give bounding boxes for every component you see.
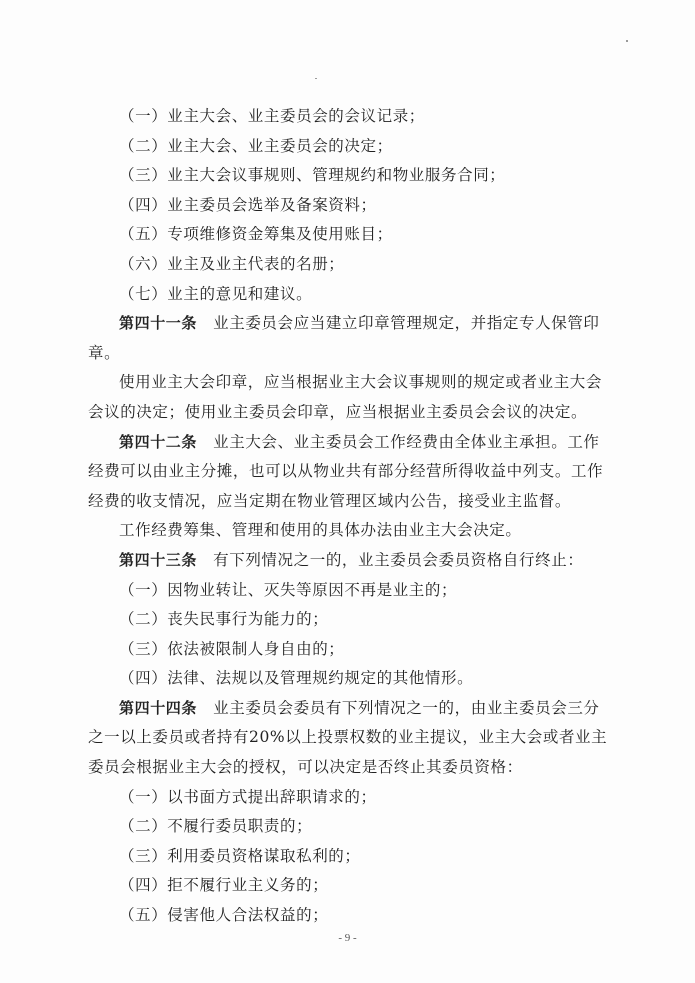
text-line [88,102,628,132]
line-text: 工作经费筹集、管理和使用的具体办法由业主大会决定。 [119,521,522,540]
line-text: （四）法律、法规以及管理规约规定的其他情形。 [119,669,474,688]
article-heading-line [88,694,628,724]
text-line [88,191,628,221]
text-line [88,487,628,517]
text-line [88,723,628,753]
line-text: 经费的收支情况，应当定期在物业管理区域内公告，接受业主监督。 [88,491,572,510]
line-text: （二）业主大会、业主委员会的决定； [119,136,393,155]
line-text: （一）以书面方式提出辞职请求的； [119,787,377,806]
article-heading-line [88,309,628,339]
line-text: （二）丧失民事行为能力的； [119,610,329,629]
line-text: （七）业主的意见和建议。 [119,284,313,303]
text-line [88,132,628,162]
text-line [88,161,628,191]
text-line [88,280,628,310]
line-text: （三）业主大会议事规则、管理规约和物业服务合同； [119,166,506,185]
line-text: （四）业主委员会选举及备案资料； [119,195,377,214]
page-number: - 9 - [338,932,357,944]
text-line [88,842,628,872]
scan-speck [626,40,628,42]
text-line [88,368,628,398]
text-line [88,812,628,842]
line-text: （四）拒不履行业主义务的； [119,876,329,895]
line-text: 之一以上委员或者持有20%以上投票权数的业主提议，业主大会或者业主 [88,728,608,747]
text-line [88,457,628,487]
line-text: （二）不履行委员职责的； [119,817,313,836]
line-text: 章。 [88,343,121,362]
line-text: （六）业主及业主代表的名册； [119,254,345,273]
line-text: （五）专项维修资金筹集及使用账目； [119,225,393,244]
text-line [88,516,628,546]
line-text: 业主委员会应当建立印章管理规定，并指定专人保管印 [197,314,600,333]
article-number: 第四十四条 [119,698,198,717]
line-text: 会议的决定；使用业主委员会印章，应当根据业主委员会会议的决定。 [88,402,588,421]
text-line [88,783,628,813]
line-text: 委员会根据业主大会的授权，可以决定是否终止其委员资格： [88,758,523,777]
line-text: 有下列情况之一的，业主委员会委员资格自行终止： [197,550,584,569]
text-line [88,339,628,369]
article-number: 第四十一条 [119,314,198,333]
line-text: （一）业主大会、业主委员会的会议记录； [119,107,425,125]
line-text: 使用业主大会印章，应当根据业主大会议事规则的规定或者业主大会 [119,373,603,392]
line-text: 经费可以由业主分摊，也可以从物业共有部分经营所得收益中列支。工作 [88,462,604,481]
text-line [88,398,628,428]
text-line [88,871,628,901]
text-line [88,901,628,931]
text-line [88,753,628,783]
line-text: （三）利用委员资格谋取私利的； [119,846,361,865]
article-number: 第四十三条 [119,550,198,569]
line-text: 业主委员会委员有下列情况之一的，由业主委员会三分 [197,698,600,717]
document-body [88,102,628,931]
text-line [88,635,628,665]
text-line [88,220,628,250]
line-text: （三）依法被限制人身自由的； [119,639,345,658]
line-text: 业主大会、业主委员会工作经费由全体业主承担。工作 [197,432,600,451]
scan-speck [315,78,317,79]
article-number: 第四十二条 [119,432,198,451]
text-line [88,250,628,280]
line-text: （一）因物业转让、灭失等原因不再是业主的； [119,580,458,599]
text-line [88,605,628,635]
article-heading-line [88,428,628,458]
text-line [88,664,628,694]
article-heading-line [88,546,628,576]
text-line [88,576,628,606]
line-text: （五）侵害他人合法权益的； [119,906,329,925]
